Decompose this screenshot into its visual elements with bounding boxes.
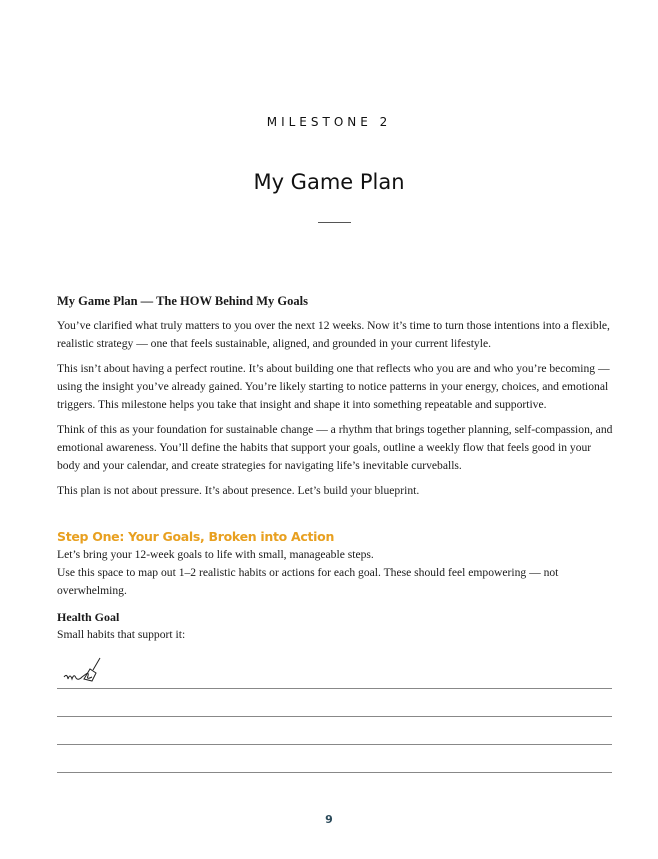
pen-signature-icon <box>62 655 106 687</box>
health-goal-prompt: Small habits that support it: <box>57 628 186 641</box>
title-divider <box>318 222 351 223</box>
page-title: My Game Plan <box>253 170 405 194</box>
step-one-intro: Let’s bring your 12-week goals to life with small, manageable steps. <box>57 548 374 561</box>
main-content <box>57 292 617 644</box>
intro-paragraph: This isn’t about having a perfect routine. It’s about building one that reflects who you are and who you’re becoming — using the insight you’ve already gained. You’re likely starting to notice patterns in your energy, choices, and emotional triggers. This milestone helps you take that insight and shape it into something repeatable and supportive. <box>57 362 610 411</box>
intro-paragraph: This plan is not about pressure. It’s about presence. Let’s build your blueprint. <box>57 484 420 497</box>
writing-line[interactable] <box>57 716 612 717</box>
intro-paragraph: Think of this as your foundation for sustainable change — a rhythm that brings together planning, self-compassion, and emotional awareness. You’ll define the habits that support your goals, outline a weekly flow that feels good in your body and your calendar, and create strategies for navigating life’s inevitable curveballs. <box>57 423 613 472</box>
writing-line[interactable] <box>57 772 612 773</box>
step-one-heading: Step One: Your Goals, Broken into Action <box>57 529 335 544</box>
milestone-label: MILESTONE 2 <box>266 115 392 129</box>
writing-line[interactable] <box>57 688 612 689</box>
writing-line[interactable] <box>57 744 612 745</box>
intro-heading: My Game Plan — The HOW Behind My Goals <box>57 294 308 308</box>
page-number: 9 <box>325 813 333 826</box>
intro-paragraph: You’ve clarified what truly matters to you over the next 12 weeks. Now it’s time to turn those intentions into a flexible, realistic strategy — one that feels sustainable, aligned, and grounded in your current lifestyle. <box>57 319 610 350</box>
health-goal-heading: Health Goal <box>57 610 120 624</box>
step-one-instructions: Use this space to map out 1–2 realistic habits or actions for each goal. These should feel empowering — not overwhelming. <box>57 566 559 597</box>
